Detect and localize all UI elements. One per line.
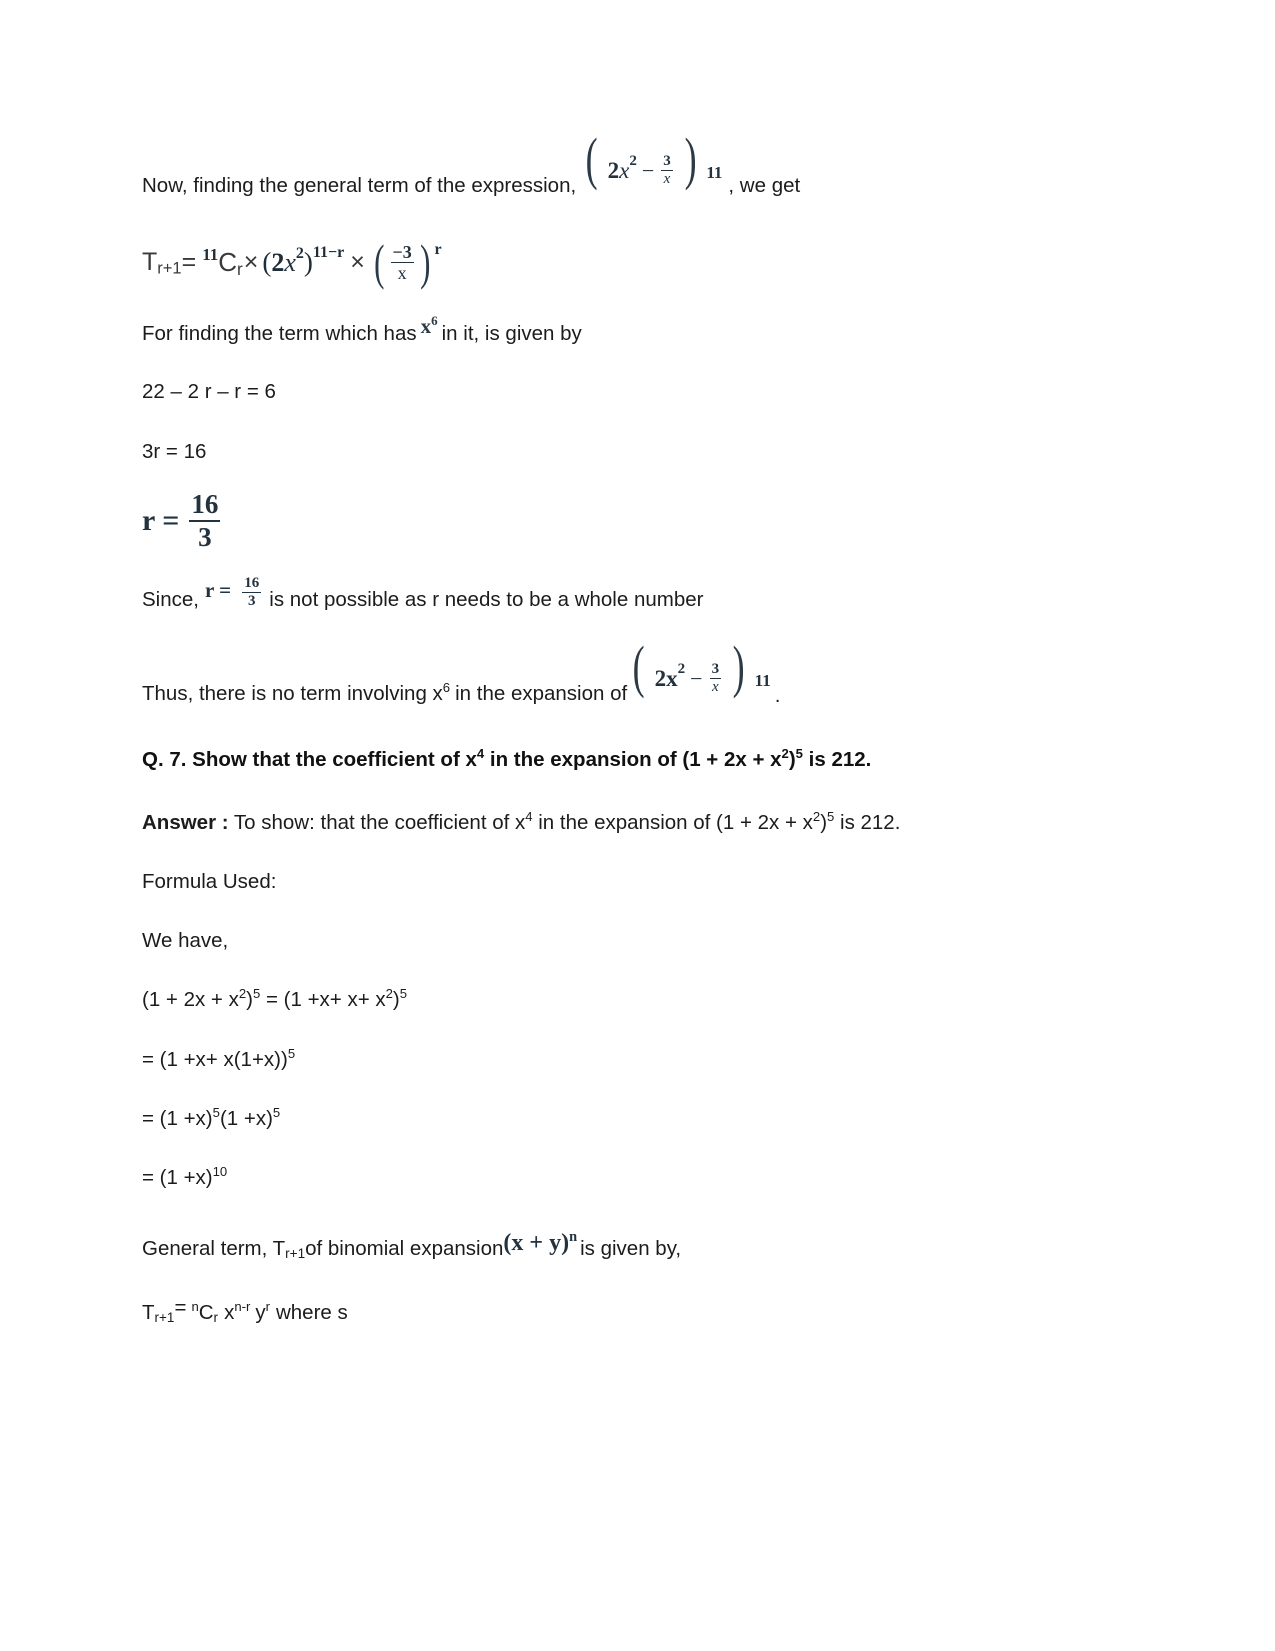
group-2x2: ( [262, 247, 272, 278]
xyn-y: y [549, 1230, 562, 1257]
step1-sup-a: 2 [238, 986, 247, 1002]
right-paren-3: ) [732, 633, 745, 699]
finding-term-after: in it, is given by [441, 322, 582, 346]
finding-term-before: For finding the term which has [142, 322, 417, 346]
expression-x-plus-y-power-n: $(x + y)^n$ [503, 1229, 578, 1257]
group-var-power: 2 [295, 244, 304, 262]
step4-sup-a: 10 [212, 1164, 228, 1180]
question-sup-c: 5 [795, 746, 803, 762]
step1-part-d: ) [392, 988, 400, 1012]
answer-sup-c: 5 [827, 808, 835, 824]
conclusion-after: . [774, 683, 781, 707]
left-paren: ( [585, 126, 598, 191]
group-coef: 2 [271, 247, 285, 277]
intro-text-before: Now, finding the general term of the expression, [142, 174, 577, 197]
step1-part-c: = (1 +x+ x+ x [260, 988, 386, 1012]
step-line-1 [142, 987, 1082, 1013]
fraction-minus3-over-x-group [371, 234, 442, 291]
outer-power-11: 11 [706, 163, 723, 182]
since-fraction-group [205, 576, 263, 609]
question-label: Q. 7. [142, 748, 187, 772]
fraction-16-over-3 [189, 488, 220, 552]
var-x-repeat: x [666, 665, 678, 691]
x6-superscript: 6 [431, 313, 438, 329]
outer-power-11-repeat: 11 [754, 670, 771, 690]
coef-2: 2 [607, 158, 620, 183]
fraction-minus3-over-x [391, 243, 414, 282]
fraction-numerator: 3 [663, 153, 671, 170]
expression-2x2-minus-3-over-x-power-11 [582, 126, 723, 191]
equation-line-1: 22 – 2 r – r = 6 [142, 380, 276, 404]
answer-text-a: To show: that the coefficient of x [228, 810, 526, 834]
final-formula-line [142, 1296, 1082, 1326]
step1-sup-c: 2 [385, 986, 393, 1002]
power-2: 2 [629, 153, 637, 170]
step1-part-a: (1 + 2x + x [142, 988, 239, 1012]
question-text-b: in the expansion of (1 + 2x + x [484, 748, 782, 772]
r-value-denominator: 3 [189, 520, 220, 551]
left-paren-2: ( [374, 234, 385, 291]
eq-equals: = [181, 248, 197, 277]
question-sup-a: 4 [476, 746, 485, 762]
right-paren-2: ) [419, 234, 431, 291]
fraction-denominator-repeat: x [710, 678, 722, 695]
fraction2-numerator: −3 [392, 242, 412, 263]
expression-2x2-minus-3-over-x-power-11-repeat [629, 633, 771, 699]
step3-sup-b: 5 [272, 1105, 281, 1121]
finding-term-line [142, 313, 1082, 347]
since-text-before: Since, [142, 588, 199, 612]
fraction-denominator: x [661, 170, 673, 187]
we-have-label: We have, [142, 929, 229, 953]
minus-sign: − [641, 157, 655, 183]
final-n-superscript: n [191, 1299, 199, 1315]
r-value-numerator: 16 [191, 488, 219, 519]
combination-C: $C_r$ [218, 247, 243, 279]
formula-used-label: Formula Used: [142, 870, 277, 894]
group-var-x: x [284, 247, 296, 277]
final-x-term: $x^{n-r}$ [224, 1299, 251, 1325]
eq-T: $T_{r+1}$ [142, 248, 182, 278]
step2-sup-a: 5 [287, 1045, 296, 1061]
final-equals: = [174, 1296, 187, 1320]
equation-line-2: 3r = 16 [142, 439, 207, 463]
step-line-4 [142, 1165, 1082, 1191]
general-term-equation [142, 234, 1082, 291]
group-exponent: 11−r [312, 243, 345, 261]
final-y-superscript: r [265, 1299, 270, 1315]
group-close: ) [303, 247, 313, 278]
final-T-subscript: r+1 [154, 1310, 175, 1326]
eq-T-subscript: r+1 [157, 259, 182, 278]
general-term-description-line [142, 1229, 1082, 1264]
question-text-d: is 212. [802, 748, 872, 772]
since-line [142, 574, 1082, 618]
conclusion-middle: in the expansion of [455, 681, 628, 705]
step1-part-b: ) [246, 988, 253, 1012]
conclusion-superscript-6: 6 [442, 680, 451, 696]
paren-inner-2 [388, 243, 417, 282]
r-value-lhs: r = [142, 503, 180, 537]
fraction2-denominator: x [391, 262, 414, 282]
multiply-1: × [243, 248, 259, 277]
since-fraction-lhs: r = [204, 578, 232, 603]
since-fraction-denominator: 3 [242, 592, 261, 609]
paren-inner-3 [654, 662, 724, 695]
final-tail: where s [275, 1301, 348, 1325]
final-C-subscript: r [213, 1310, 219, 1326]
answer-sup-a: 4 [525, 808, 533, 824]
xyn-x: x [511, 1230, 524, 1257]
r-value-equation [142, 488, 1082, 552]
step3-part-a: = (1 +x) [142, 1106, 213, 1130]
step2-part-a: = (1 +x+ x(1+x)) [142, 1047, 288, 1071]
fraction-numerator-repeat: 3 [711, 661, 720, 678]
answer-line [142, 810, 1082, 836]
right-paren: ) [684, 126, 697, 191]
answer-text-d: is 212. [834, 810, 901, 834]
fraction-3-over-x-repeat [710, 662, 722, 695]
step1-sup-d: 5 [399, 986, 408, 1002]
final-T: $T_{r+1}$ [142, 1301, 175, 1326]
step3-part-b: (1 +x) [219, 1106, 273, 1130]
page-content [142, 126, 1082, 1326]
answer-label: Answer : [142, 810, 229, 834]
general-term-after: is given by, [580, 1237, 682, 1261]
conclusion-before: Thus, there is no term involving $x^6$ [142, 680, 451, 705]
xyn-plus: + [529, 1230, 544, 1257]
general-term-before: General term, $T_{r+1}$ [142, 1237, 306, 1262]
coef-2-repeat: 2 [654, 665, 667, 691]
answer-text-b: in the expansion of (1 + 2x + x [532, 810, 813, 834]
answer-sup-b: 2 [812, 808, 821, 824]
question-text-c: ) [788, 748, 796, 772]
step4-part-a: = (1 +x) [142, 1166, 213, 1190]
since-text-after: is not possible as r needs to be a whole number [269, 588, 704, 612]
general-term-subscript: r+1 [285, 1246, 306, 1262]
var-x: x [619, 158, 630, 183]
step-line-3 [142, 1106, 1082, 1132]
left-paren-3: ( [632, 633, 645, 699]
paren-inner [607, 154, 676, 187]
x-power-6-math: $x^6$ [420, 313, 438, 339]
since-fraction-16-over-3 [242, 576, 261, 609]
intro-text-after: , we get [728, 174, 801, 197]
minus-sign-repeat: − [690, 665, 703, 691]
combination-subscript: r [237, 258, 243, 279]
final-x-superscript: n-r [234, 1299, 251, 1315]
final-combination: $^nC_r$ [191, 1299, 219, 1326]
general-term-middle: of binomial expansion [305, 1237, 504, 1261]
question-text-a: Show that the coefficient of x [192, 748, 477, 772]
step3-sup-a: 5 [212, 1105, 220, 1121]
since-fraction-numerator: 16 [244, 574, 260, 591]
conclusion-line [142, 633, 1082, 709]
power-2-repeat: 2 [677, 661, 686, 678]
xyn-power: n [569, 1229, 578, 1246]
fraction-group-power-r: r [434, 241, 442, 259]
question-sup-b: 2 [781, 746, 789, 762]
combination-superscript: 11 [202, 244, 219, 264]
intro-line [142, 126, 1082, 201]
fraction-3-over-x [661, 154, 673, 187]
answer-text-c: ) [820, 810, 828, 834]
question-7-heading [142, 747, 1082, 774]
final-y-term: $y^r$ [255, 1299, 270, 1325]
step1-sup-b: 5 [252, 986, 261, 1002]
step-line-2 [142, 1047, 1082, 1073]
multiply-2: × [350, 248, 365, 277]
